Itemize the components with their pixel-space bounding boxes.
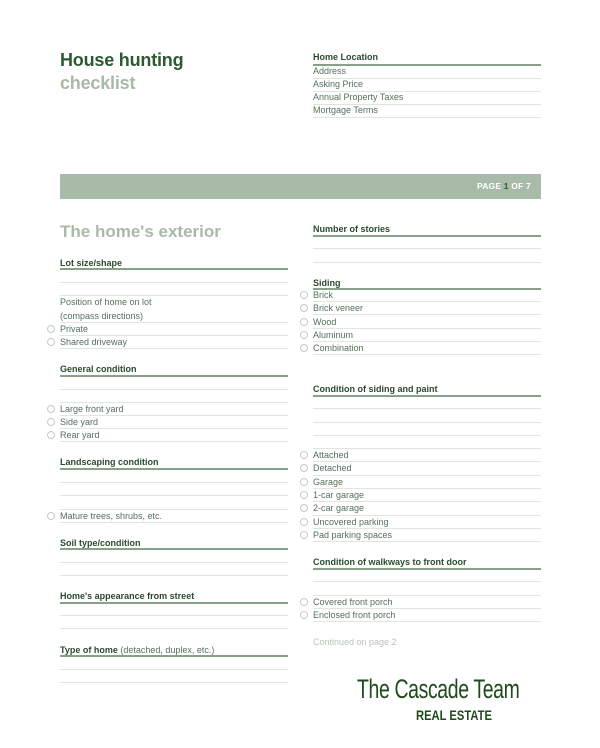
logo-tagline: REAL ESTATE (416, 707, 492, 723)
page-prefix: PAGE (476, 181, 504, 191)
landscaping-heading: Landscaping condition (60, 457, 159, 467)
divider (313, 515, 541, 516)
heading-rule (60, 548, 288, 550)
radio-brick[interactable] (300, 291, 308, 299)
appearance-line[interactable] (60, 628, 288, 629)
position-sublabel: (compass directions) (60, 311, 144, 321)
divider (60, 348, 288, 349)
address-field[interactable]: Address (313, 66, 347, 76)
option-garage[interactable]: Garage (313, 477, 344, 487)
siding-condition-line[interactable] (313, 448, 541, 449)
divider (313, 461, 541, 462)
soil-heading: Soil type/condition (60, 538, 141, 548)
option-attached[interactable]: Attached (313, 450, 349, 460)
landscaping-line[interactable] (60, 482, 288, 483)
option-mature-trees[interactable]: Mature trees, shrubs, etc. (60, 511, 163, 521)
divider (313, 621, 541, 622)
option-brick-veneer[interactable]: Brick veneer (313, 303, 364, 313)
divider (313, 117, 541, 118)
asking-price-field[interactable]: Asking Price (313, 79, 364, 89)
general-condition-heading: General condition (60, 364, 137, 374)
divider (313, 541, 541, 542)
continued-note: Continued on page 2 (313, 637, 397, 647)
page-current: 1 (503, 181, 509, 191)
radio-attached[interactable] (300, 451, 308, 459)
option-aluminum[interactable]: Aluminum (313, 330, 354, 340)
heading-rule (313, 568, 541, 570)
heading-rule (313, 395, 541, 397)
radio-1-car-garage[interactable] (300, 491, 308, 499)
type-of-home-label: Type of home (60, 645, 118, 655)
divider (313, 354, 541, 355)
divider (60, 441, 288, 442)
option-combination[interactable]: Combination (313, 343, 364, 353)
radio-rear-yard[interactable] (47, 431, 55, 439)
radio-covered-porch[interactable] (300, 598, 308, 606)
soil-line[interactable] (60, 562, 288, 563)
radio-2-car-garage[interactable] (300, 504, 308, 512)
divider (313, 314, 541, 315)
type-of-home-line[interactable] (60, 682, 288, 683)
radio-detached[interactable] (300, 464, 308, 472)
option-detached[interactable]: Detached (313, 463, 352, 473)
divider (313, 501, 541, 502)
walkways-heading: Condition of walkways to front door (313, 557, 467, 567)
option-covered-porch[interactable]: Covered front porch (313, 597, 393, 607)
position-label: Position of home on lot (60, 297, 152, 307)
page-banner (60, 174, 541, 199)
heading-rule (60, 655, 288, 657)
stories-line[interactable] (313, 248, 541, 249)
divider (313, 488, 541, 489)
logo-name: The Cascade Team (357, 674, 520, 704)
walkways-line[interactable] (313, 581, 541, 582)
siding-condition-line[interactable] (313, 435, 541, 436)
heading-rule (60, 268, 288, 270)
radio-private[interactable] (47, 325, 55, 333)
option-enclosed-porch[interactable]: Enclosed front porch (313, 610, 396, 620)
landscaping-line[interactable] (60, 495, 288, 496)
radio-wood[interactable] (300, 318, 308, 326)
walkways-line[interactable] (313, 595, 541, 596)
lot-size-line[interactable] (60, 282, 288, 283)
radio-brick-veneer[interactable] (300, 304, 308, 312)
property-taxes-field[interactable]: Annual Property Taxes (313, 92, 404, 102)
siding-condition-heading: Condition of siding and paint (313, 384, 438, 394)
radio-enclosed-porch[interactable] (300, 611, 308, 619)
radio-pad-parking[interactable] (300, 531, 308, 539)
section-title: The home's exterior (60, 222, 221, 241)
type-of-home-heading (60, 645, 214, 655)
radio-mature-trees[interactable] (47, 512, 55, 520)
radio-garage[interactable] (300, 478, 308, 486)
divider (60, 322, 288, 323)
heading-rule (313, 235, 541, 237)
divider (60, 522, 288, 523)
heading-rule (60, 468, 288, 470)
landscaping-line[interactable] (60, 509, 288, 510)
divider (313, 328, 541, 329)
option-side-yard[interactable]: Side yard (60, 417, 99, 427)
radio-shared-driveway[interactable] (47, 338, 55, 346)
general-condition-line[interactable] (60, 402, 288, 403)
divider (313, 301, 541, 302)
option-wood[interactable]: Wood (313, 317, 337, 327)
option-uncovered-parking[interactable]: Uncovered parking (313, 517, 389, 527)
radio-combination[interactable] (300, 344, 308, 352)
radio-side-yard[interactable] (47, 418, 55, 426)
option-1-car-garage[interactable]: 1-car garage (313, 490, 365, 500)
type-of-home-hint: (detached, duplex, etc.) (117, 645, 215, 655)
home-location-heading: Home Location (313, 52, 379, 62)
checklist-subtitle: checklist (60, 73, 136, 93)
checklist-title: House hunting (60, 50, 184, 70)
type-of-home-line[interactable] (60, 669, 288, 670)
radio-large-front-yard[interactable] (47, 405, 55, 413)
option-large-front-yard[interactable]: Large front yard (60, 404, 124, 414)
soil-line[interactable] (60, 575, 288, 576)
divider (313, 475, 541, 476)
siding-heading: Siding (313, 278, 341, 288)
appearance-heading: Home's appearance from street (60, 591, 195, 601)
stories-line[interactable] (313, 262, 541, 263)
divider (60, 335, 288, 336)
divider (313, 608, 541, 609)
option-shared-driveway[interactable]: Shared driveway (60, 337, 128, 347)
stories-heading: Number of stories (313, 224, 391, 234)
option-brick[interactable]: Brick (313, 290, 333, 300)
general-condition-line[interactable] (60, 389, 288, 390)
divider (313, 528, 541, 529)
divider (60, 428, 288, 429)
divider (60, 415, 288, 416)
option-pad-parking[interactable]: Pad parking spaces (313, 530, 393, 540)
mortgage-terms-field[interactable]: Mortgage Terms (313, 105, 378, 115)
divider (313, 341, 541, 342)
siding-condition-line[interactable] (313, 422, 541, 423)
lot-size-heading: Lot size/shape (60, 258, 123, 268)
radio-aluminum[interactable] (300, 331, 308, 339)
radio-uncovered-parking[interactable] (300, 518, 308, 526)
appearance-line[interactable] (60, 615, 288, 616)
heading-rule (60, 602, 288, 604)
heading-rule (60, 375, 288, 377)
lot-size-line[interactable] (60, 295, 288, 296)
heading-rule (313, 64, 541, 66)
option-2-car-garage[interactable]: 2-car garage (313, 503, 365, 513)
page-total: OF 7 (508, 181, 531, 191)
siding-condition-line[interactable] (313, 408, 541, 409)
option-private[interactable]: Private (60, 324, 89, 334)
option-rear-yard[interactable]: Rear yard (60, 430, 100, 440)
heading-rule (313, 288, 541, 290)
page-indicator (477, 181, 531, 191)
